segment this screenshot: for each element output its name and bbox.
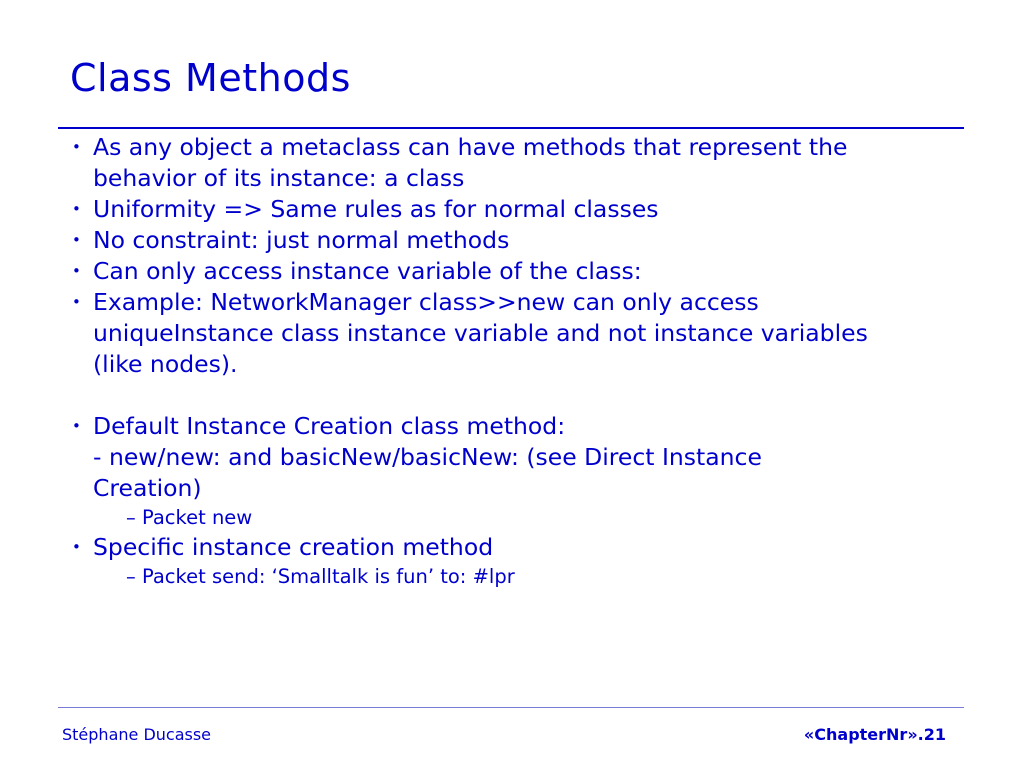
bullet-text: Example: NetworkManager class>>new can only access: [93, 288, 759, 316]
footer-author: Stéphane Ducasse: [62, 725, 212, 744]
title-divider: [58, 127, 964, 129]
bullet-item: [70, 532, 960, 591]
bullet-text: (like nodes).: [93, 350, 238, 378]
bullet-dot-icon: •: [72, 200, 81, 218]
bullet-item: [70, 132, 960, 194]
bullet-dot-icon: •: [72, 293, 81, 311]
bullet-text: As any object a metaclass can have methods that represent the: [93, 133, 848, 161]
slide-content: [70, 132, 960, 591]
bullet-item: [70, 256, 960, 287]
sub-bullet-text: – Packet send: ‘Smalltalk is fun’ to: #lpr: [126, 565, 515, 588]
spacer: [70, 380, 960, 411]
bullet-dot-icon: •: [72, 417, 81, 435]
bullet-text: uniqueInstance class instance variable and not instance variables: [93, 319, 868, 347]
footer-page-number: «ChapterNr».21: [803, 725, 946, 744]
bullet-dot-icon: •: [72, 138, 81, 156]
bullet-text: - new/new: and basicNew/basicNew: (see Direct Instance: [93, 443, 762, 471]
bullet-text: Uniformity => Same rules as for normal classes: [93, 195, 659, 223]
bullet-text: Specific instance creation method: [93, 533, 494, 561]
bullet-item: [70, 225, 960, 256]
bullet-item: [70, 411, 960, 532]
bullet-dot-icon: •: [72, 538, 81, 556]
bullet-item: [70, 287, 960, 380]
bullet-item: [70, 194, 960, 225]
bullet-text: Default Instance Creation class method:: [93, 412, 566, 440]
bullet-text: No constraint: just normal methods: [93, 226, 510, 254]
bullet-text: Creation): [93, 474, 202, 502]
bullet-dot-icon: •: [72, 231, 81, 249]
sub-bullet-text: – Packet new: [126, 506, 253, 529]
footer-divider: [58, 707, 964, 708]
bullet-dot-icon: •: [72, 262, 81, 280]
slide-title: Class Methods: [70, 56, 351, 100]
bullet-text: behavior of its instance: a class: [93, 164, 465, 192]
bullet-text: Can only access instance variable of the class:: [93, 257, 642, 285]
